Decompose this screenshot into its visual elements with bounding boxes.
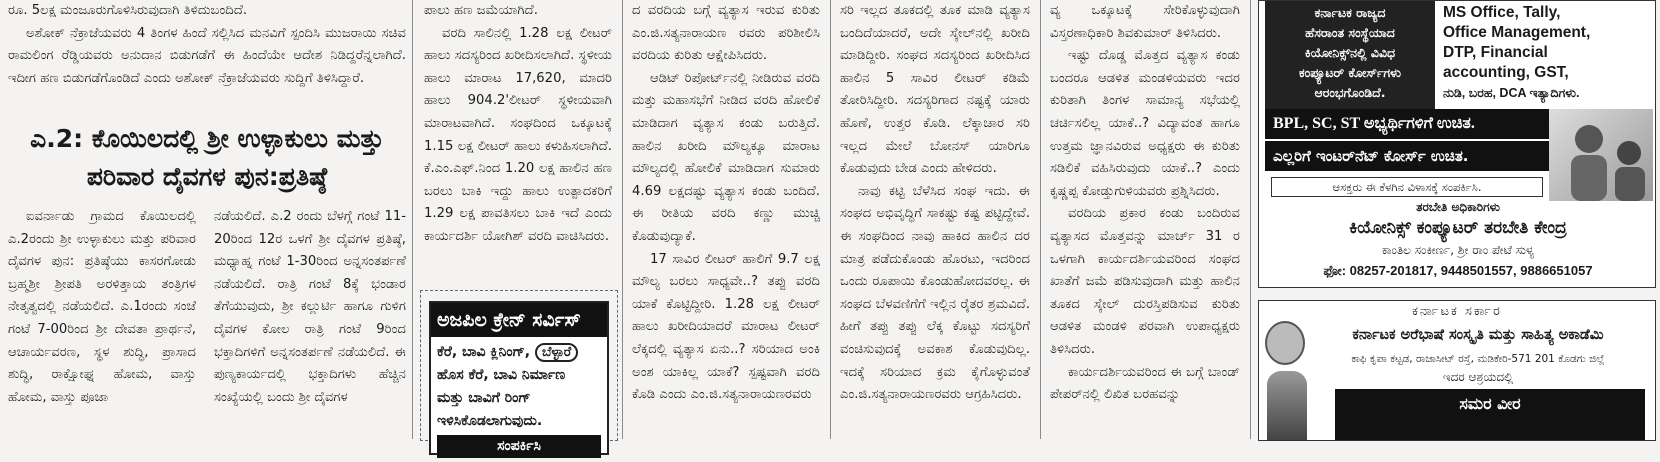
article-paragraph: ದ ವರದಿಯ ಬಗ್ಗೆ ವ್ಯತ್ಯಾಸ ಇರುವ ಕುರಿತು ಎಂ.ಜಿ.ಸತ್ಯನಾರಾಯಣ ರವರು ಪರಿಶೀಲಿಸಿ ವರದಿಯ ಕುರಿತು ಆಕ್ಷೇಪಿಸಿದರು. <box>632 3 820 64</box>
course-item: DTP, Financial <box>1443 44 1548 61</box>
article-paragraph: ಐವರ್ನಾಡು ಗ್ರಾಮದ ಕೊಯಿಲದಲ್ಲಿ ಎ.2ರಂದು ಶ್ರೀ ಉಳ್ಳಾಕುಲು ಮತ್ತು ಪರಿವಾರ ದೈವಗಳ ಪುನ: ಪ್ರತಿಷ್ಠೆಯು ಕಾಸರಗೋಡು ಬ್ರಹ್ಮಶ್ರೀ ಶ್ರೀಪತಿ ಅರಳಿತ್ತಾಯ ತಂತ್ರಿಗಳ ನೇತೃತ್ವದಲ್ಲಿ ನಡೆಯಲಿದೆ. ಎ.1ರಂದು ಸಂಜೆ ಗಂಟೆ 7-00ರಿಂದ ಶ್ರೀ ದೇವತಾ ಪ್ರಾರ್ಥನೆ, ಆಚಾರ್ಯವರಣ, ಸ್ಥಳ ಶುದ್ಧಿ, ಪ್ರಾಸಾದ ಶುದ್ಧಿ, ರಾಕ್ಷೋಘ್ನ ಹೋಮ, ವಾಸ್ತು ಹೋಮ, ವಾಸ್ತು ಪೂಜಾ <box>8 209 196 405</box>
article-paragraph: ವರದಿ ಸಾಲಿನಲ್ಲಿ 1.28 ಲಕ್ಷ ಲೀಟರ್ ಹಾಲು ಸದಸ್ಯರಿಂದ ಖರೀದಿಸಲಾಗಿದೆ. ಸ್ಥಳೀಯ ಹಾಲು ಮಾರಾಟ 17,620, ಮಾದರಿ ಹಾಲು 904.2'ಲೀಟರ್ ಸ್ಥಳೀಯವಾಗಿ ಮಾರಾಟವಾಗಿದೆ. ಸಂಘದಿಂದ ಒಕ್ಕೂಟಕ್ಕೆ 1.15 ಲಕ್ಷ ಲೀಟರ್ ಹಾಲು ಕಳುಹಿಸಲಾಗಿದೆ. ಕೆ.ಎಂ.ಎಫ್.ನಿಂದ 1.20 ಲಕ್ಷ ಹಾಲಿನ ಹಣ ಬರಲು ಬಾಕಿ ಇದ್ದು ಹಾಲು ಉತ್ಪಾದಕರಿಗೆ 1.29 ಲಕ್ಷ ಪಾವತಿಸಲು ಬಾಕಿ ಇದೆ ಎಂದು ಕಾರ್ಯದರ್ಶಿ ಯೋಗಿಶ್ ವರದಿ ವಾಚಿಸಿದರು. <box>424 25 612 244</box>
course-intro-line: ಆರಂಭಗೊಂಡಿದೆ. <box>1314 85 1386 100</box>
article-column-2 <box>424 0 612 280</box>
keonics-computer-ad[interactable] <box>1258 0 1656 288</box>
article-headline: ಎ.2: ಕೊಯಿಲದಲ್ಲಿ ಶ್ರೀ ಉಳ್ಳಾಕುಲು ಮತ್ತು ಪರಿವಾರ ದೈವಗಳ ಪುನ:ಪ್ರತಿಷ್ಠೆ <box>30 124 384 191</box>
contact-note: ಆಸಕ್ತರು ಈ ಕೆಳಗಿನ ವಿಳಾಸಕ್ಕೆ ಸಂಪರ್ಕಿಸಿ. <box>1271 177 1543 197</box>
course-intro-line: ಕರ್ನಾಟಕ ರಾಜ್ಯದ <box>1314 5 1386 20</box>
crane-ad-line: ಮತ್ತು ಬಾವಿಗೆ ರಿಂಗ್ <box>437 390 531 406</box>
article-column-4 <box>840 0 1030 439</box>
article-paragraph: ಆಡಿಟ್ ರಿಪೋರ್ಟ್‌ನಲ್ಲಿ ನೀಡಿರುವ ವರದಿ ಮತ್ತು ಮಹಾಸಭೆಗೆ ನೀಡಿದ ವರದಿ ಹೋಲಿಕೆ ಮಾಡಿದಾಗ ವ್ಯತ್ಯಾಸ ಕಂಡು ಬರುತ್ತಿದೆ. ಹಾಲಿನ ಖರೀದಿ ಮೌಲ್ಯಕ್ಕೂ ಮಾರಾಟ ಮೌಲ್ಯದಲ್ಲಿ ಹೋಲಿಕೆ ಮಾಡಿದಾಗ ಸುಮಾರು 4.69 ಲಕ್ಷದಷ್ಟು ವ್ಯತ್ಯಾಸ ಕಂಡು ಬಂದಿದೆ. ಈ ರೀತಿಯ ವರದಿ ಕಣ್ಣು ಮುಚ್ಚಿ ಕೊಡುವುದ್ಯಾಕೆ. <box>632 70 820 244</box>
article-paragraph: ಪಾಲು ಹಣ ಜಮೆಯಾಗಿದೆ. <box>424 3 538 18</box>
officer-label: ತರಬೇತಿ ಅಧಿಕಾರಿಗಳು <box>1416 200 1500 214</box>
crane-ad-footer: ಸಂಪರ್ಕಿಸಿ <box>437 435 601 458</box>
crane-ad-line: ಇಳಿಸಿಕೊಡಲಾಗುವುದು. <box>437 413 543 429</box>
govt-label: ಕರ್ನಾಟಕ ಸರ್ಕಾರ <box>1412 304 1502 319</box>
column-rule-3 <box>830 0 831 439</box>
course-intro-line: ಕಂಪ್ಯೂಟರ್ ಕೋರ್ಸ್‌ಗಳು <box>1299 65 1401 80</box>
article-column-1 <box>8 0 406 120</box>
crane-ad-line: ಹೊಸ ಕೆರೆ, ಬಾವಿ ನಿರ್ಮಾಣ <box>437 367 566 383</box>
column-rule-2 <box>622 0 623 439</box>
article-paragraph: ನಾವು ಕಟ್ಟಿ ಬೆಳೆಸಿದ ಸಂಘ ಇದು. ಈ ಸಂಘದ ಅಭಿವೃದ್ಧಿಗೆ ಸಾಕಷ್ಟು ಕಷ್ಟ ಪಟ್ಟಿದ್ದೇವೆ. ಈ ಸಂಘದಿಂದ ನಾವು ಹಾಕಿದ ಹಾಲಿನ ದರ ಮಾತ್ರ ಪಡೆದುಕೊಂಡು ಹೊರಟು, ಇದರಿಂದ ಒಂದು ರೂಪಾಯಿ ಕೊಂಡುಹೋದವರಲ್ಲ. ಈ ಸಂಘದ ಬೆಳವಣಿಗೆಗೆ ಇಲ್ಲಿನ ರೈತರ ಶ್ರಮವಿದೆ. ಹೀಗೆ ತಪ್ಪು ತಪ್ಪು ಲೆಕ್ಕ ಕೊಟ್ಟು ಸದಸ್ಯರಿಗೆ ವಂಚಿಸುವುದಕ್ಕೆ ಅವಕಾಶ ಕೊಡುವುದಿಲ್ಲ. ಇದಕ್ಕೆ ಸರಿಯಾದ ಕ್ರಮ ಕೈಗೊಳ್ಳುವಂತೆ ಎಂ.ಜಿ.ಸತ್ಯನಾರಾಯಣರವರು ಆಗ್ರಹಿಸಿದರು. <box>840 183 1030 403</box>
article-paragraph: ನಡೆಯಲಿದೆ. ಎ.2 ರಂದು ಬೆಳಗ್ಗೆ ಗಂಟೆ 11-20ರಿಂದ 12ರ ಒಳಗೆ ಶ್ರೀ ದೈವಗಳ ಪ್ರತಿಷ್ಠೆ, ಮಧ್ಯಾಹ್ನ ಗಂಟೆ 1-30ರಿಂದ ಅನ್ನಸಂತರ್ಪಣೆ ನಡೆಯಲಿದೆ. ರಾತ್ರಿ ಗಂಟೆ 8ಕ್ಕೆ ಭಂಡಾರ ತೆಗೆಯುವುದು, ಶ್ರೀ ಕಲ್ಲುರ್ಟಿ ಹಾಗೂ ಗುಳಿಗ ದೈವಗಳ ಕೋಲ ರಾತ್ರಿ ಗಂಟೆ 9ರಿಂದ ಭಕ್ತಾದಿಗಳಿಗೆ ಅನ್ನಸಂತರ್ಪಣೆ ನಡೆಯಲಿದೆ. ಈ ಪುಣ್ಯಕಾರ್ಯದಲ್ಲಿ ಭಕ್ತಾದಿಗಳು ಹೆಚ್ಚಿನ ಸಂಖ್ಯೆಯಲ್ಲಿ ಬಂದು ಶ್ರೀ ದೈವಗಳ <box>214 209 406 405</box>
warrior-figure <box>1267 371 1307 440</box>
article-subcolumn-right <box>214 206 406 439</box>
free-course-banner: BPL, SC, ST ಅಭ್ಯರ್ಥಿಗಳಿಗೆ ಉಚಿತ. <box>1265 109 1553 139</box>
crane-service-ad[interactable] <box>420 290 618 454</box>
phone-numbers[interactable]: ಫೋ: 08257-201817, 9448501557, 9886651057 <box>1323 263 1593 278</box>
article-subcolumn-left <box>8 206 196 439</box>
students-photo <box>1549 109 1653 201</box>
course-item: MS Office, Tally, <box>1443 4 1561 21</box>
article-paragraph: ಅಶೋಕ್ ನೆಕ್ರಾಜೆಯವರು 4 ತಿಂಗಳ ಹಿಂದೆ ಸಲ್ಲಿಸಿದ ಮನವಿಗೆ ಸ್ಪಂದಿಸಿ ಮುಜರಾಯಿ ಸಚಿವ ರಾಮಲಿಂಗ ರೆಡ್ಡಿಯವರು ಅನುದಾನ ಬಿಡುಗಡೆಗೆ ಈ ಹಿಂದೆಯೇ ಆದೇಶ ನಿಡಿದ್ದರೆನ್ನಲಾಗಿದೆ. ಇದೀಗ ಹಣ ಬಿಡುಗಡೆಗೊಂಡಿದೆ ಎಂದು ಅಶೋಕ್ ನೆಕ್ರಾಜೆಯವರು ಸುದ್ದಿಗೆ ತಿಳಿಸಿದ್ದಾರೆ. <box>8 25 406 86</box>
event-title: ಸಮರ ವೀರ <box>1335 389 1645 440</box>
article-paragraph: ರೂ. 5ಲಕ್ಷ ಮಂಜೂರುಗೊಳಿಸಿರುವುದಾಗಿ ತಿಳಿದುಬಂದಿದೆ. <box>8 3 248 18</box>
column-rule-5 <box>1250 0 1251 439</box>
aegis-label: ಇದರ ಆಶ್ರಯದಲ್ಲಿ <box>1442 370 1514 384</box>
course-item: accounting, GST, <box>1443 64 1569 81</box>
article-paragraph: ಸರಿ ಇಲ್ಲದ ತೂಕದಲ್ಲಿ ತೂಕ ಮಾಡಿ ವ್ಯತ್ಯಾಸ ಬಂದಿದೆಯಾದರೆ, ಅದೇ ಸ್ಕೇಲ್‌ನಲ್ಲಿ ಖರೀದಿ ಮಾಡಿದ್ದೀರಿ. ಸಂಘದ ಸದಸ್ಯರಿಂದ ಖರೀದಿಸಿದ ಹಾಲಿನ 5 ಸಾವಿರ ಲೀಟರ್ ಕಡಿಮೆ ತೋರಿಸಿದ್ದೀರಿ. ಸದಸ್ಯರಿಗಾದ ನಷ್ಟಕ್ಕೆ ಯಾರು ಹೊಣೆ, ಉತ್ತರ ಕೊಡಿ. ಲೆಕ್ಕಾಚಾರ ಸರಿ ಇಲ್ಲದ ಮೇಲೆ ಬೋನಸ್ ಯಾರಿಗೂ ಕೊಡುವುದು ಬೇಡ ಎಂದು ಹೇಳಿದರು. <box>840 3 1030 177</box>
column-rule-4 <box>1040 0 1041 439</box>
article-paragraph: ವ್ಯ ಒಕ್ಕೂಟಕ್ಕೆ ಸೇರಿಕೊಳ್ಳುವುದಾಗಿ ವಿಸ್ತರಣಾಧಿಕಾರಿ ಶಿವಕುಮಾರ್ ತಿಳಿಸಿದರು. <box>1050 3 1240 41</box>
arebhashe-academy-ad[interactable] <box>1258 300 1656 441</box>
student-icon <box>1549 109 1653 201</box>
course-item: ನುಡಿ, ಬರಹ, DCA ಇತ್ಯಾದಿಗಳು. <box>1443 86 1580 100</box>
academy-address: ಕಾಫಿ ಕೃಪಾ ಕಟ್ಟಡ, ರಾಜಾಸೀಟ್ ರಸ್ತೆ, ಮಡಿಕೇರಿ-571 201 ಕೊಡಗು ಜಿಲ್ಲೆ <box>1351 353 1605 365</box>
training-centre-address: ಕಾಂತಿಲ ಸಂಕೀರ್ಣ, ಶ್ರೀ ರಾಂ ಪೇಟೆ ಸುಳ್ಯ <box>1381 243 1535 257</box>
crane-ad-title: ಅಜಪಿಲ ಕ್ರೇನ್ ಸರ್ವಿಸ್ <box>431 303 607 337</box>
free-internet-banner: ಎಲ್ಲರಿಗೆ ಇಂಟರ್‌ನೆಟ್ ಕೋರ್ಸ್ ಉಚಿತ. <box>1265 141 1553 171</box>
article-column-3 <box>632 0 820 439</box>
academy-name: ಕರ್ನಾಟಕ ಅರೆಭಾಷೆ ಸಂಸ್ಕೃತಿ ಮತ್ತು ಸಾಹಿತ್ಯ ಅಕಾಡೆಮಿ <box>1352 327 1604 343</box>
article-paragraph: ಇಷ್ಟು ದೊಡ್ಡ ಮೊತ್ತದ ವ್ಯತ್ಯಾಸ ಕಂಡು ಬಂದರೂ ಆಡಳಿತ ಮಂಡಳಿಯವರು ಇದರ ಕುರಿತಾಗಿ ತಿಂಗಳ ಸಾಮಾನ್ಯ ಸಭೆಯಲ್ಲಿ ಚರ್ಚಿಸಲಿಲ್ಲ ಯಾಕೆ..? ವಿದ್ಯಾವಂತ ಹಾಗೂ ಉತ್ತಮ ಜ್ಞಾನವಿರುವ ಅಧ್ಯಕ್ಷರು ಈ ಕುರಿತು ಸಡಿಲಿಕೆ ವಹಿಸಿರುವುದು ಯಾಕೆ..? ಎಂದು ಕೃಷ್ಣಪ್ಪ ಕೋಡ್ತುಗುಳಿಯವರು ಪ್ರಶ್ನಿಸಿದರು. <box>1050 48 1240 199</box>
course-intro-line: ಹೆಸರಾಂತ ಸಂಸ್ಥೆಯಾದ <box>1305 25 1395 40</box>
course-item: Office Management, <box>1443 24 1591 41</box>
article-paragraph: ವರದಿಯ ಪ್ರಕಾರ ಕಂಡು ಬಂದಿರುವ ವ್ಯತ್ಯಾಸದ ಮೊತ್ತವನ್ನು ಮಾರ್ಚ್ 31 ರ ಒಳಗಾಗಿ ಕಾರ್ಯದರ್ಶಿಯವರಿಂದ ಸಂಘದ ಖಾತೆಗೆ ಜಮೆ ಪಡಿಸುವುದಾಗಿ ಮತ್ತು ಹಾಲಿನ ತೂಕದ ಸ್ಕೇಲ್ ದುರಸ್ತಿಪಡಿಸುವ ಕುರಿತು ಆಡಳಿತ ಮಂಡಳಿ ಪರವಾಗಿ ಉಪಾಧ್ಯಕ್ಷರು ತಿಳಿಸಿದರು. <box>1050 206 1240 357</box>
course-list <box>1443 3 1649 103</box>
column-rule-1 <box>412 0 413 439</box>
course-intro-block <box>1265 1 1435 109</box>
training-centre-name: ಕಿಯೋನಿಕ್ಸ್ ಕಂಪ್ಯೂಟರ್ ತರಬೇತಿ ಕೇಂದ್ರ <box>1349 218 1567 238</box>
crane-ad-line: ಕೆರೆ, ಬಾವಿ ಕ್ಲಿನಿಂಗ್, <box>437 344 531 360</box>
article-paragraph: 17 ಸಾವಿರ ಲೀಟರ್ ಹಾಲಿಗೆ 9.7 ಲಕ್ಷ ಮೌಲ್ಯ ಬರಲು ಸಾಧ್ಯವೇ..? ತಪ್ಪು ವರದಿ ಯಾಕೆ ಕೊಟ್ಟಿದ್ದೀರಿ. 1.28 ಲಕ್ಷ ಲೀಟರ್ ಹಾಲು ಖರೀದಿಯಾದರೆ ಮಾರಾಟ ಲೀಟರ್ ಲೆಕ್ಕದಲ್ಲಿ ವ್ಯತ್ಯಾಸ ಏನು..? ಸರಿಯಾದ ಅಂಕಿ ಅಂಶ ಯಾಕಿಲ್ಲ ಯಾಕೆ? ಸ್ಪಷ್ಟವಾಗಿ ವರದಿ ಕೊಡಿ ಎಂದು ಎಂ.ಜಿ.ಸತ್ಯನಾರಾಯಣರವರು <box>632 251 820 403</box>
course-intro-line: ಕಿಯೋನಿಕ್ಸ್‌ನಲ್ಲಿ ವಿವಿಧ <box>1304 45 1396 60</box>
article-column-5 <box>1050 0 1240 439</box>
location-badge: ಬೆಳ್ಳಾರೆ <box>535 343 578 362</box>
govt-emblem <box>1265 321 1305 365</box>
article-paragraph: ಕಾರ್ಯದರ್ಶಿಯವರಿಂದ ಈ ಬಗ್ಗೆ ಬಾಂಡ್ ಪೇಪರ್‌ನಲ್ಲಿ ಲಿಖಿತ ಬರಹವನ್ನು <box>1050 364 1240 403</box>
